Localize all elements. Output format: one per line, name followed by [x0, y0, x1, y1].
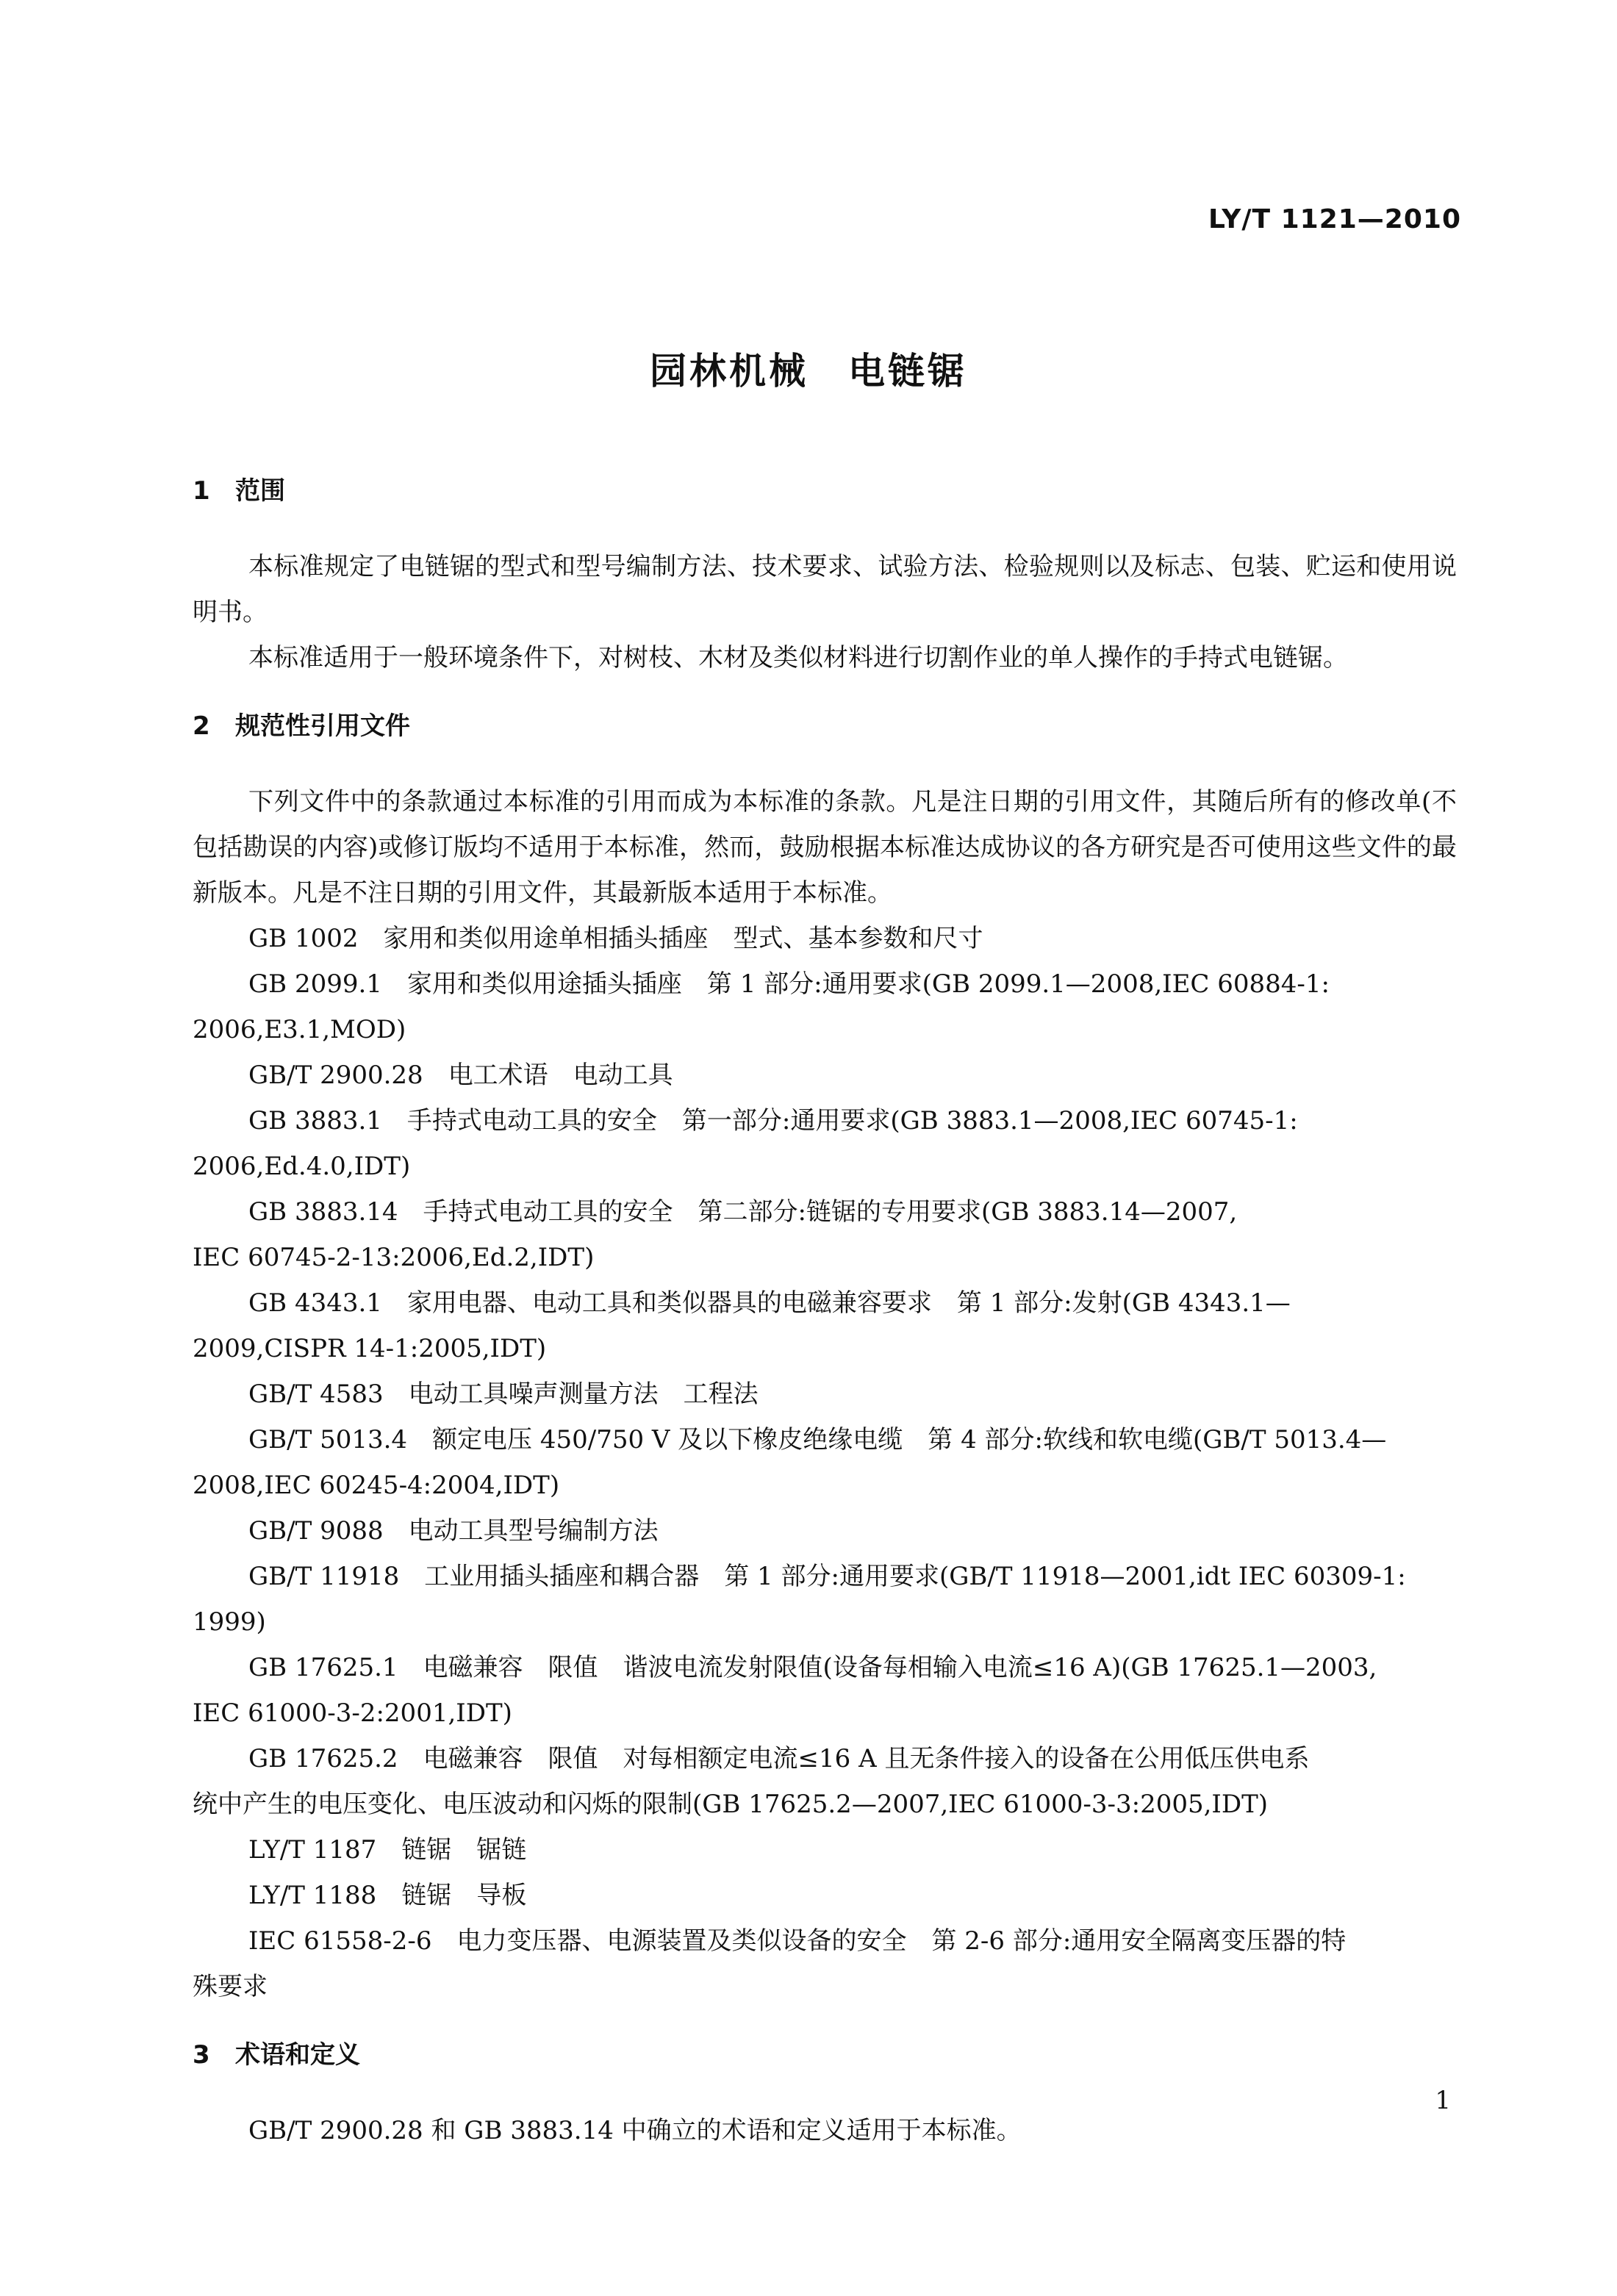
reference-item: [193, 1189, 1457, 1280]
reference-title: 家用电器、电动工具和类似器具的电磁兼容要求 第 1 部分:发射(GB 4343.1—: [406, 1288, 1291, 1318]
reference-title: 手持式电动工具的安全 第一部分:通用要求(GB 3883.1—2008,IEC 60745-1:: [406, 1106, 1298, 1136]
standard-code: LY/T 1121—2010: [1208, 204, 1461, 234]
reference-code: GB/T 11918: [248, 1562, 400, 1591]
reference-title: 工业用插头插座和耦合器 第 1 部分:通用要求(GB/T 11918—2001,idt IEC 60309-1:: [424, 1562, 1406, 1591]
reference-code: LY/T 1187: [248, 1835, 377, 1865]
reference-item: [193, 1645, 1457, 1736]
reference-code: GB/T 5013.4: [248, 1425, 408, 1454]
reference-item: [193, 961, 1457, 1052]
reference-title: 链锯 锯链: [401, 1835, 527, 1865]
section-title: 术语和定义: [235, 2040, 360, 2070]
reference-code: GB 17625.1: [248, 1653, 398, 1682]
reference-title: 电力变压器、电源装置及类似设备的安全 第 2-6 部分:通用安全隔离变压器的特: [456, 1926, 1347, 1956]
reference-title: 电动工具噪声测量方法 工程法: [408, 1380, 759, 1409]
reference-title: 家用和类似用途插头插座 第 1 部分:通用要求(GB 2099.1—2008,IEC 60884-1:: [406, 969, 1330, 999]
reference-continuation: 2006,E3.1,MOD): [193, 1015, 406, 1044]
reference-code: LY/T 1188: [248, 1881, 377, 1910]
reference-code: GB 17625.2: [248, 1744, 398, 1773]
reference-code: GB 3883.14: [248, 1197, 398, 1227]
reference-item: [193, 1508, 1457, 1554]
reference-title: 电工术语 电动工具: [448, 1061, 673, 1090]
reference-title: 链锯 导板: [401, 1881, 527, 1910]
references-intro: 下列文件中的条款通过本标准的引用而成为本标准的条款。凡是注日期的引用文件，其随后所有的修改单(不包括勘误的内容)或修订版均不适用于本标准，然而，鼓励根据本标准达成协议的各方研究是否可使用这些文件的最新版本。凡是不注日期的引用文件，其最新版本适用于本标准。: [193, 787, 1457, 908]
reference-title: 电磁兼容 限值 对每相额定电流≤16 A 且无条件接入的设备在公用低压供电系: [423, 1744, 1310, 1773]
document-body: [193, 470, 1457, 2153]
reference-code: GB 4343.1: [248, 1288, 382, 1318]
section-number: 1: [193, 476, 210, 506]
reference-code: GB/T 4583: [248, 1380, 384, 1409]
reference-continuation: 1999): [193, 1607, 266, 1637]
section-number: 3: [193, 2040, 210, 2070]
reference-item: [193, 916, 1457, 961]
reference-list: [193, 916, 1457, 2009]
reference-title: 电磁兼容 限值 谐波电流发射限值(设备每相输入电流≤16 A)(GB 17625.1—2003,: [423, 1653, 1377, 1682]
reference-code: IEC 61558-2-6: [248, 1926, 432, 1956]
terms-paragraph: GB/T 2900.28 和 GB 3883.14 中确立的术语和定义适用于本标准。: [248, 2116, 1022, 2145]
page-number: 1: [1435, 2086, 1451, 2115]
reference-continuation: 殊要求: [193, 1972, 268, 2001]
section-heading-normative-references: [193, 706, 1457, 747]
reference-code: GB 3883.1: [248, 1106, 382, 1136]
section-title: 规范性引用文件: [235, 711, 410, 741]
reference-item: [193, 1554, 1457, 1645]
reference-item: [193, 1827, 1457, 1873]
reference-title: 手持式电动工具的安全 第二部分:链锯的专用要求(GB 3883.14—2007,: [423, 1197, 1238, 1227]
scope-paragraph-1: 本标准规定了电链锯的型式和型号编制方法、技术要求、试验方法、检验规则以及标志、包装、贮运和使用说明书。: [193, 552, 1457, 627]
reference-code: GB/T 9088: [248, 1516, 384, 1546]
section-heading-terms-definitions: [193, 2034, 1457, 2076]
reference-title: 电动工具型号编制方法: [408, 1516, 659, 1546]
reference-item: [193, 1052, 1457, 1098]
section-heading-scope: [193, 470, 1457, 512]
reference-title: 额定电压 450/750 V 及以下橡皮绝缘电缆 第 4 部分:软线和软电缆(GB/T 5013.4—: [432, 1425, 1387, 1454]
section-number: 2: [193, 711, 210, 741]
reference-item: [193, 1371, 1457, 1417]
reference-item: [193, 1098, 1457, 1189]
reference-code: GB 2099.1: [248, 969, 382, 999]
reference-continuation: 2006,Ed.4.0,IDT): [193, 1152, 411, 1181]
reference-title: 家用和类似用途单相插头插座 型式、基本参数和尺寸: [383, 924, 983, 953]
reference-continuation: 统中产生的电压变化、电压波动和闪烁的限制(GB 17625.2—2007,IEC 61000-3-3:2005,IDT): [193, 1790, 1269, 1819]
reference-continuation: 2009,CISPR 14-1:2005,IDT): [193, 1334, 547, 1363]
reference-item: [193, 1417, 1457, 1508]
reference-continuation: IEC 60745-2-13:2006,Ed.2,IDT): [193, 1243, 595, 1272]
document-title: 园林机械 电链锯: [650, 350, 967, 392]
reference-code: GB/T 2900.28: [248, 1061, 423, 1090]
reference-item: [193, 1918, 1457, 2009]
section-title: 范围: [235, 476, 285, 506]
reference-continuation: IEC 61000-3-2:2001,IDT): [193, 1698, 512, 1728]
reference-item: [193, 1280, 1457, 1371]
reference-item: [193, 1736, 1457, 1827]
reference-item: [193, 1873, 1457, 1918]
reference-continuation: 2008,IEC 60245-4:2004,IDT): [193, 1471, 560, 1500]
scope-paragraph-2: 本标准适用于一般环境条件下，对树枝、木材及类似材料进行切割作业的单人操作的手持式电链锯。: [248, 643, 1348, 672]
reference-code: GB 1002: [248, 924, 359, 953]
